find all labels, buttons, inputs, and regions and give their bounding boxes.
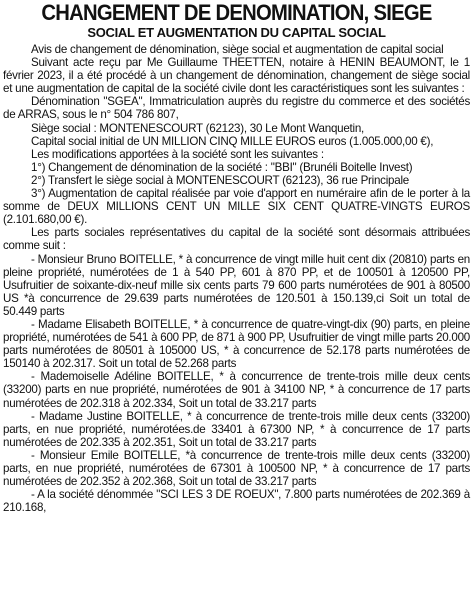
notice-paragraph: - Mademoiselle Adéline BOITELLE, * à concurrence de trente-trois mille deux cents (33200) parts en nue propriété, numérotées de 901 à 34100 NP, * à concurrence de 17 parts numérotées de 202.318 à 202.334, Soit un total de 33.217 parts — [3, 370, 470, 410]
notice-paragraph: - A la société dénommée "SCI LES 3 DE ROEUX", 7.800 parts numérotées de 202.369 à 210.168, — [3, 488, 470, 515]
notice-subtitle: SOCIAL ET AUGMENTATION DU CAPITAL SOCIAL — [87, 25, 386, 40]
notice-paragraph: 2°) Transfert le siège social à MONTENESCOURT (62123), 36 rue Principale — [31, 173, 409, 187]
notice-paragraph: 3°) Augmentation de capital réalisée par voie d'apport en numéraire afin de le porter à la somme de DEUX MILLIONS CENT UN MILLE SIX CENT QUATRE-VINGTS EUROS (2.101.680,00 €). — [3, 187, 470, 227]
notice-paragraph: - Monsieur Emile BOITELLE, *à concurrence de trente-trois mille deux cents (33200) parts, en nue propriété, numérotées de 67301 à 100500 NP, * à concurrence de 17 parts numérotées de 202.352 à 202.368, Soit un total de 33.217 parts — [3, 448, 470, 489]
notice-paragraph: - Madame Elisabeth BOITELLE, * à concurrence de quatre-vingt-dix (90) parts, en pleine propriété, numérotées de 541 à 600 PP, de 871 à 900 PP, Usufruitier de vingt mille parts 20.000 parts numérotées de 80501 à 105000 US, * à concurrence de 52.178 parts numérotées de 150140 à 202.317. Soit un total de 52.268 parts — [3, 317, 470, 371]
notice-paragraph: Siège social : MONTENESCOURT (62123), 30 Le Mont Wanquetin, — [31, 121, 364, 135]
notice-paragraph: Suivant acte reçu par Me Guillaume THEETTEN, notaire à HENIN BEAUMONT, le 1 février 2023, il a été procédé à un changement de dénomination, changement de siège social et une augmentation de capital de la société civile dont les caractéristiques sont les suivantes : — [3, 56, 470, 96]
notice-paragraph: Capital social initial de UN MILLION CINQ MILLE EUROS euros (1.005.000,00 €), — [31, 134, 434, 148]
notice-paragraph: Les parts sociales représentatives du capital de la société sont désormais attribuées comme suit : — [3, 226, 470, 253]
notice-body — [3, 43, 470, 514]
notice-paragraph: Les modifications apportées à la société sont les suivantes : — [31, 147, 324, 161]
notice-paragraph: - Monsieur Bruno BOITELLE, * à concurrence de vingt mille huit cent dix (20810) parts en pleine propriété, numérotées de 1 à 540 PP, 601 à 870 PP, et de 100501 à 120500 PP, Usufruitier de soixante-dix-neuf mille six cents parts 79 600 parts numérotées de 901 à 80500 US *à concurrence de 29.639 parts numérotées de 120.501 à 150.139,ci Soit un total de 50.449 parts — [3, 252, 470, 318]
notice-paragraph: Dénomination "SGEA", Immatriculation auprès du registre du commerce et des sociétés de ARRAS, sous le n° 504 786 807, — [3, 95, 470, 122]
notice-paragraph: - Madame Justine BOITELLE, * à concurrence de trente-trois mille deux cents (33200) parts, en nue propriété, numérotées.de 33401 à 67300 NP, * à concurrence de 17 parts numérotées de 202.335 à 202.351, Soit un total de 33.217 parts — [3, 409, 470, 449]
notice-paragraph: Avis de changement de dénomination, siège social et augmentation de capital social — [31, 43, 444, 56]
notice-paragraph: 1°) Changement de dénomination de la société : "BBI" (Brunéli Boitelle Invest) — [31, 160, 413, 174]
notice-title: CHANGEMENT DE DENOMINATION, SIEGE — [41, 0, 432, 25]
